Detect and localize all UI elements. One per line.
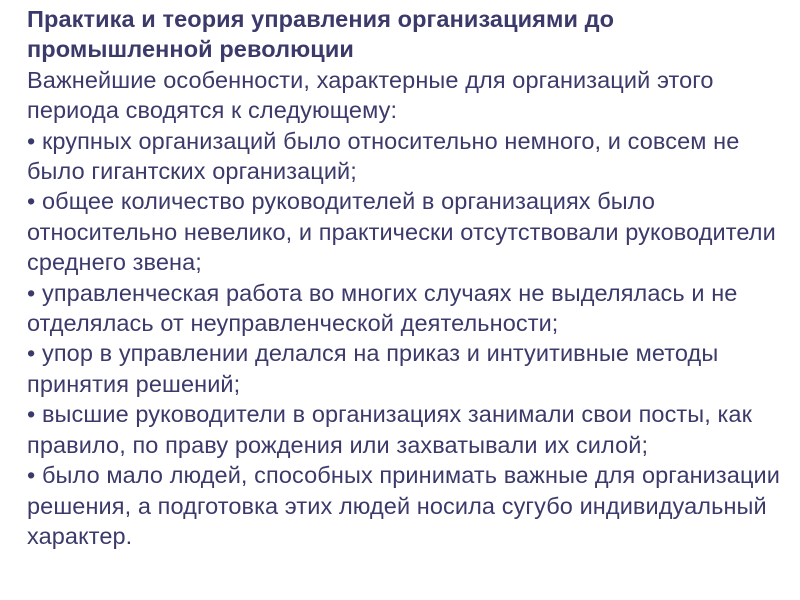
bullet-icon: • — [27, 127, 36, 154]
bullet-text: высшие руководители в организациях занимали свои посты, как правило, по праву рождения или захватывали их силой; — [27, 401, 752, 458]
bullet-text: упор в управлении делался на приказ и интуитивные методы принятия решений; — [27, 340, 719, 397]
bullet-item — [27, 399, 797, 460]
intro-text: Важнейшие особенности, характерные для организаций этого периода сводятся к следующему: — [27, 66, 714, 124]
bullet-icon: • — [27, 279, 36, 306]
bullet-item — [27, 278, 797, 339]
bullet-text: крупных организаций было относительно немного, и совсем не было гигантских организаций; — [27, 127, 740, 185]
bullet-list — [27, 126, 797, 552]
bullet-icon: • — [27, 462, 36, 489]
bullet-item — [27, 338, 797, 399]
bullet-icon: • — [27, 188, 36, 215]
bullet-item — [27, 126, 797, 187]
bullet-item — [27, 460, 797, 551]
bullet-item — [27, 186, 797, 277]
bullet-icon: • — [27, 340, 36, 367]
bullet-text: управленческая работа во многих случаях не выделялась и не отделялась от неуправленческой деятельности; — [27, 279, 738, 337]
bullet-text: общее количество руководителей в организациях было относительно невелико, и практически отсутствовали руководители среднего звена; — [27, 188, 776, 276]
bullet-icon: • — [27, 401, 36, 428]
slide-content — [27, 4, 797, 551]
bullet-text: было мало людей, способных принимать важные для организации решения, а подготовка этих людей носила сугубо индивидуальный характер. — [27, 462, 780, 549]
slide-title: Практика и теория управления организациями до промышленной революции — [27, 6, 615, 63]
